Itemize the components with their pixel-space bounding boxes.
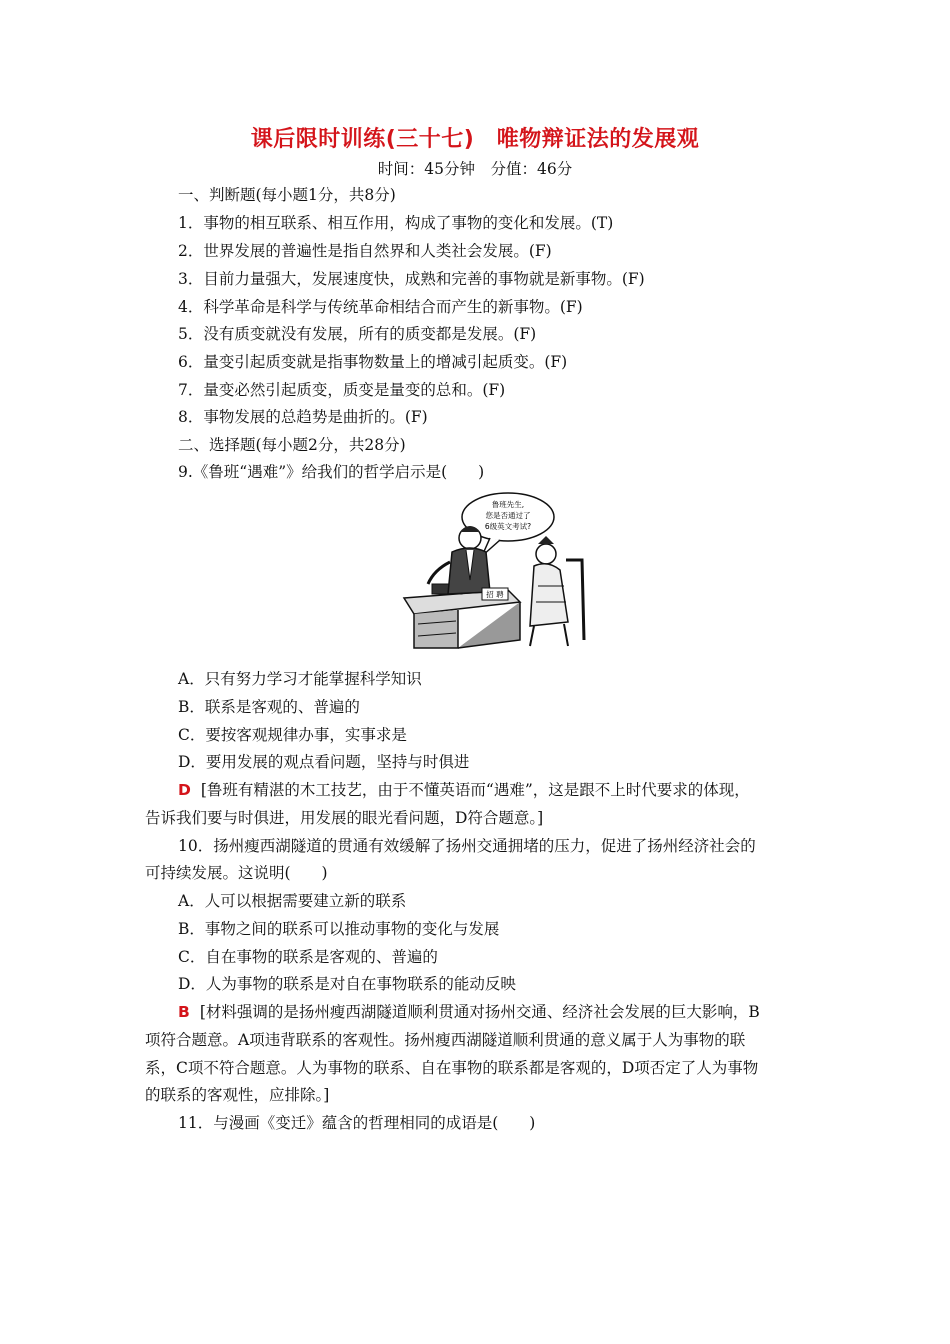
section-choice-heading: 二、选择题(每小题2分，共28分) xyxy=(178,436,406,454)
luban-cartoon xyxy=(398,490,588,650)
question-10-line-1: 10．扬州瘦西湖隧道的贯通有效缓解了扬州交通拥堵的压力，促进了扬州经济社会的 xyxy=(178,837,756,855)
question-7: 7．量变必然引起质变，质变是量变的总和。(F) xyxy=(178,381,506,399)
q10-explanation-line-4: 的联系的客观性，应排除。] xyxy=(145,1086,330,1104)
recruit-sign: 招 聘 xyxy=(486,590,504,599)
q9-explanation-line-2: 告诉我们要与时俱进，用发展的眼光看问题，D符合题意。] xyxy=(145,809,544,827)
time-score-info: 时间：45分钟 分值：46分 xyxy=(377,160,573,178)
question-10-line-2: 可持续发展。这说明( ) xyxy=(145,864,328,882)
question-9: 9.《鲁班“遇难”》给我们的哲学启示是( ) xyxy=(178,463,485,481)
q10-option-c: C．自在事物的联系是客观的、普遍的 xyxy=(178,948,438,966)
q10-option-d: D．人为事物的联系是对自在事物联系的能动反映 xyxy=(178,975,516,993)
q9-answer: D xyxy=(178,781,191,799)
q9-explanation-line-1: D [鲁班有精湛的木工技艺，由于不懂英语而“遇难”，这是跟不上时代要求的体现， xyxy=(178,781,750,799)
question-6: 6．量变引起质变就是指事物数量上的增减引起质变。(F) xyxy=(178,353,568,371)
q10-explanation-line-1: B [材料强调的是扬州瘦西湖隧道顺利贯通对扬州交通、经济社会发展的巨大影响，B xyxy=(178,1003,760,1021)
q9-option-c: C．要按客观规律办事，实事求是 xyxy=(178,726,407,744)
q9-option-d: D．要用发展的观点看问题，坚持与时俱进 xyxy=(178,753,470,771)
q10-answer: B xyxy=(178,1003,190,1021)
q10-option-b: B．事物之间的联系可以推动事物的变化与发展 xyxy=(178,920,500,938)
question-1: 1．事物的相互联系、相互作用，构成了事物的变化和发展。(T) xyxy=(178,214,614,232)
question-8: 8．事物发展的总趋势是曲折的。(F) xyxy=(178,408,428,426)
q9-option-a: A．只有努力学习才能掌握科学知识 xyxy=(178,670,422,688)
bubble-line-3: 6级英文考试? xyxy=(484,522,532,531)
q9-option-b: B．联系是客观的、普遍的 xyxy=(178,698,360,716)
question-4: 4．科学革命是科学与传统革命相结合而产生的新事物。(F) xyxy=(178,298,583,316)
section-judgment-heading: 一、判断题(每小题1分，共8分) xyxy=(178,186,396,204)
question-3: 3．目前力量强大，发展速度快，成熟和完善的事物就是新事物。(F) xyxy=(178,270,645,288)
q10-explanation-line-3: 系，C项不符合题意。人为事物的联系、自在事物的联系都是客观的，D项否定了人为事物 xyxy=(145,1059,759,1077)
bubble-line-2: 您是否通过了 xyxy=(485,511,531,520)
page-title: 课后限时训练(三十七) 唯物辩证法的发展观 xyxy=(250,127,700,152)
question-5: 5．没有质变就没有发展，所有的质变都是发展。(F) xyxy=(178,325,537,343)
question-11: 11．与漫画《变迁》蕴含的哲理相同的成语是( ) xyxy=(178,1114,536,1132)
q10-explanation-line-2: 项符合题意。A项违背联系的客观性。扬州瘦西湖隧道顺利贯通的意义属于人为事物的联 xyxy=(145,1031,746,1049)
bubble-line-1: 鲁班先生, xyxy=(491,500,525,509)
q10-option-a: A．人可以根据需要建立新的联系 xyxy=(178,892,407,910)
question-2: 2．世界发展的普遍性是指自然界和人类社会发展。(F) xyxy=(178,242,552,260)
